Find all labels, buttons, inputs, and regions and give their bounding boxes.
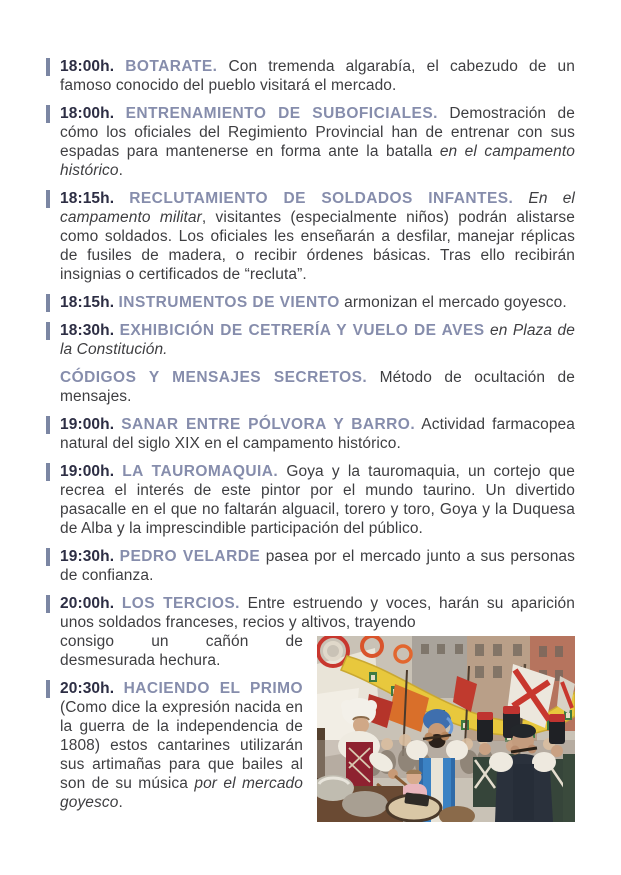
entry-time: 20:30h. <box>60 680 115 697</box>
entry-text <box>60 104 575 180</box>
entry-text <box>60 57 575 95</box>
entry-title: ENTRENAMIENTO DE SUBOFICIALES. <box>125 105 438 122</box>
schedule-entry <box>60 321 575 359</box>
schedule-entry <box>60 104 575 180</box>
entry-description: en Plaza de la Constitución. <box>60 322 575 358</box>
entry-text <box>60 415 575 453</box>
entry-text <box>60 189 575 284</box>
entry-title: BOTARATE. <box>125 58 218 75</box>
entry-marker-bar <box>46 416 50 434</box>
entry-description: (Como dice la expresión nacida en la guerra de la independencia de 1808) estos cantarines utilizarán sus artimañas para que bailes al son de su música por el mercado goyesco. <box>60 699 303 811</box>
entry-time: 19:30h. <box>60 548 115 565</box>
entry-title: LOS TERCIOS. <box>121 595 240 612</box>
event-photo <box>317 636 575 822</box>
entry-description: pasea por el mercado junto a sus personas de confianza. <box>60 548 575 584</box>
entry-marker-bar <box>46 548 50 566</box>
entry-text <box>60 462 575 538</box>
entry-text <box>60 368 575 406</box>
entry-marker-bar <box>46 105 50 123</box>
entry-title: LA TAUROMAQUIA. <box>122 463 279 480</box>
entry-time: 18:00h. <box>60 105 115 122</box>
entry-title: PEDRO VELARDE <box>119 548 261 565</box>
entry-title: RECLUTAMIENTO DE SOLDADOS INFANTES. <box>129 190 514 207</box>
entry-text <box>60 321 575 359</box>
entry-description: Método de ocultación de mensajes. <box>60 369 575 405</box>
narrow-text-column <box>60 632 303 821</box>
schedule-entry <box>60 547 575 585</box>
entry-description: Entre estruendo y voces, harán su aparición unos soldados franceses, recios y altivos, trayendo <box>60 595 575 631</box>
entry-text <box>60 679 303 812</box>
entry-marker-bar <box>46 322 50 340</box>
entry-time: 20:00h. <box>60 595 115 612</box>
entry-marker-bar <box>46 58 50 76</box>
photo-figure-edge <box>563 754 575 822</box>
entry-description: En el campamento militar, visitantes (especialmente niños) podrán alistarse como soldados. Los oficiales les enseñarán a desfilar, manejar réplicas de fusiles de madera, o recibir órdenes básicas. Tras ello recibirán insignias o certificados de “recluta”. <box>60 190 575 283</box>
photo-column <box>317 636 575 822</box>
entry-title: INSTRUMENTOS DE VIENTO <box>118 294 340 311</box>
entry-marker-bar <box>46 680 50 698</box>
entry-time: 19:00h. <box>60 416 115 433</box>
entry-text <box>60 293 575 312</box>
entry-description-continued: consigo un cañón de desmesurada hechura. <box>60 633 303 669</box>
schedule-entry <box>60 189 575 284</box>
schedule-entry <box>60 462 575 538</box>
entry-time: 19:00h. <box>60 463 115 480</box>
entry-text <box>60 547 575 585</box>
entry-title: EXHIBICIÓN DE CETRERÍA Y VUELO DE AVES <box>119 322 485 339</box>
entry-description: armonizan el mercado goyesco. <box>344 294 567 311</box>
schedule-entry <box>60 594 575 632</box>
entry-marker-bar <box>46 595 50 613</box>
entry-time: 18:15h. <box>60 190 115 207</box>
entry-time: 18:15h. <box>60 294 115 311</box>
entry-time: 18:30h. <box>60 322 115 339</box>
schedule-entry <box>60 368 575 406</box>
entry-title: HACIENDO EL PRIMO <box>123 680 303 697</box>
entry-description: Demostración de cómo los oficiales del Regimiento Provincial han de entrenar con sus espadas para mantenerse en forma ante la batalla en el campamento histórico. <box>60 105 575 179</box>
entry-text <box>60 594 575 632</box>
entry-description: Goya y la tauromaquia, un cortejo que recrea el interés de este pintor por el mundo taurino. Un divertido pasacalle en el que no faltarán alguacil, torero y toro, Goya y la Duquesa de Alba y la imprescindible participación del público. <box>60 463 575 537</box>
entry-marker-bar <box>46 463 50 481</box>
schedule-entry <box>60 293 575 312</box>
entry-time: 18:00h. <box>60 58 115 75</box>
entry-description: Con tremenda algarabía, el cabezudo de un famoso conocido del pueblo visitará el mercado. <box>60 58 575 94</box>
entry-marker-bar <box>46 190 50 208</box>
entry-title: SANAR ENTRE PÓLVORA Y BARRO. <box>121 416 416 433</box>
entry-title: CÓDIGOS Y MENSAJES SECRETOS. <box>60 369 368 386</box>
schedule-entry <box>60 679 303 812</box>
schedule-entry <box>60 415 575 453</box>
entry-description: Actividad farmacopea natural del siglo XIX en el campamento histórico. <box>60 416 575 452</box>
text-photo-columns <box>60 632 575 822</box>
schedule-entry <box>60 57 575 95</box>
entry-marker-bar <box>46 294 50 312</box>
